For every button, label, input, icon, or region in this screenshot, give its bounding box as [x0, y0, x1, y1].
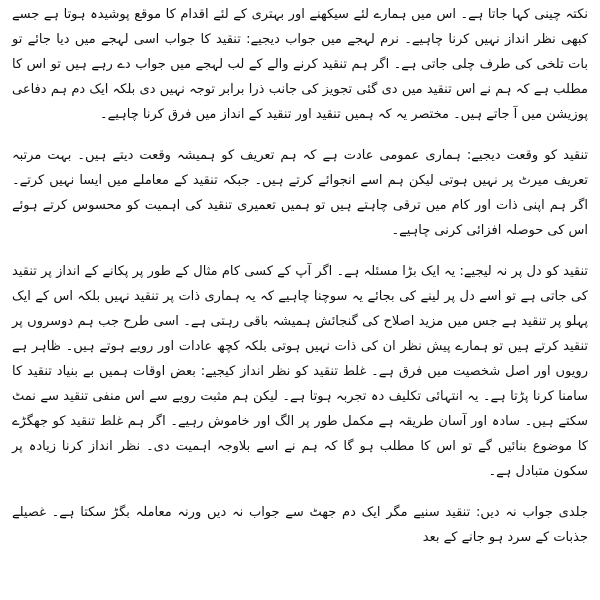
- paragraph-dont-reply-quickly: جلدی جواب نہ دیں: تنقید سنیے مگر ایک دم جھٹ سے جواب نہ دیں ورنہ معاملہ بگڑ سکتا ہے۔ غصیلے جذبات کے سرد ہو جانے کے بعد: [12, 505, 588, 545]
- paragraph-dont-take-to-heart: تنقید کو دل پر نہ لیجیے: یہ ایک بڑا مسئلہ ہے۔ اگر آپ کے کسی کام مثال کے طور پر پکانے کے انداز پر تنقید کی جاتی ہے تو اسے دل پر لینے کی بجائے یہ سوچنا چاہیے کہ یہ ہماری ذات پر تنقید نہیں بلکہ اس کے ایک پہلو پر تنقید ہے جس میں مزید اصلاح کی گنجائش ہمیشہ باقی رہتی ہے۔ اسی طرح جب ہم دوسروں پر تنقید کرتے ہیں تو ہمارے پیش نظر ان کی ذات نہیں ہوتی بلکہ کچھ عادات اور رویے ہوتے ہیں۔ ظاہر ہے رویوں اور اصل شخصیت میں فرق ہے۔ غلط تنقید کو نظر انداز کیجیے: بعض اوقات ہمیں بے بنیاد تنقید کا سامنا کرنا پڑتا ہے۔ یہ انتہائی تکلیف دہ تجربہ ہوتا ہے۔ لیکن ہم مثبت رویے سے اس منفی تنقید سے نمٹ سکتے ہیں۔ سادہ اور آسان طریقہ ہے مکمل طور پر الگ اور خاموش رہیے۔ اگر ہم غلط تنقید کو جھگڑے کا موضوع بنائیں گے تو اس کا مطلب ہو گا کہ ہم نے اسے بلاوجہ اہمیت دی۔ نظر انداز کرنا زیادہ پر سکون متبادل ہے۔: [12, 264, 588, 479]
- paragraph-intro: نکتہ چینی کہا جاتا ہے۔ اس میں ہمارے لئے سیکھنے اور بہتری کے لئے اقدام کا موقع پوشیدہ ہوتا ہے جسے کبھی نظر انداز نہیں کرنا چاہیے۔ نرم لہجے میں جواب دیجیے: تنقید کا جواب اسی لہجے میں دیا جائے تو بات تلخی کی طرف چلی جاتی ہے۔ اگر ہم تنقید کرنے والے کے لب لہجے میں جواب دے رہے ہیں تو اس کا مطلب ہے کہ ہم نے اس تنقید میں دی گئی تجویز کی جانب ذرا برابر توجہ نہیں دی بلکہ ایک دم ہم دفاعی پوزیشن میں آ جاتے ہیں۔ مختصر یہ کہ ہمیں تنقید اور تنقید کے انداز میں فرق کرنا چاہیے۔: [12, 7, 588, 122]
- paragraph-value-criticism: تنقید کو وقعت دیجیے: ہماری عمومی عادت ہے کہ ہم تعریف کو ہمیشہ وقعت دیتے ہیں۔ بہت مرتبہ تعریف میرٹ پر نہیں ہوتی لیکن ہم اسے انجوائے کرتے ہیں۔ جبکہ تنقید کے معاملے میں ایسا نہیں کرتے۔ اگر ہم اپنی ذات اور کام میں ترقی چاہتے ہیں تو ہمیں تعمیری تنقید کی اہمیت کو محسوس کرتے ہوئے اس کی حوصلہ افزائی کرنی چاہیے۔: [12, 148, 588, 238]
